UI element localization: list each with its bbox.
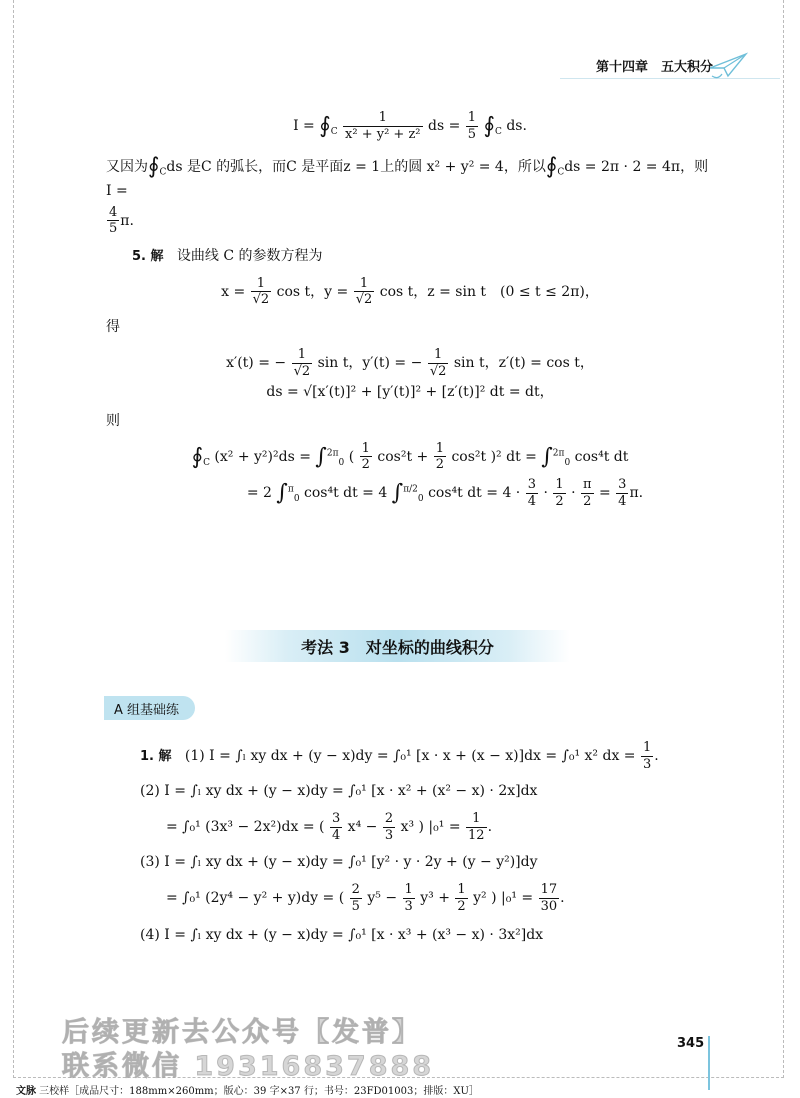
equation-line: (3) I = ∫ₗ xy dx + (y − x)dy = ∫₀¹ [y² · y · 2y + (y − y²)]dy bbox=[140, 854, 538, 871]
watermark-line-2: 联系微信 19316837888 bbox=[62, 1051, 435, 1082]
solution-body-2 bbox=[110, 736, 710, 949]
contour-integral-symbol: ∮ bbox=[191, 444, 204, 470]
equation-line: x′(t) = − $\frac{1}{√2}$ sin t，y′(t) = − $\frac{1}{√2}$ sin t，z′(t) = cos t， bbox=[226, 346, 594, 379]
eq-text: ds. bbox=[506, 118, 527, 135]
watermark-line-1: 后续更新去公众号【发普】 bbox=[62, 1017, 422, 1048]
fraction: $\frac{1}{√2}$ bbox=[355, 275, 373, 308]
integral-symbol: ∫ bbox=[391, 480, 404, 506]
fraction: $\frac{3}{4}$ bbox=[618, 477, 627, 509]
equation-line: $I = ∮_C$ $\frac{1}{\text{x² + y² + z²}}$ ds = $\frac{1}{5}$ $∮_C$ ds. bbox=[293, 110, 527, 142]
fraction: $\frac{1}{√2}$ bbox=[293, 346, 311, 379]
fraction: $\frac{3}{4}$ bbox=[331, 811, 341, 843]
equation-line: = 2 ∫$^\pi_0$ cos⁴t dt = 4 ∫$^{\pi/2}_0$ cos⁴t dt = 4 · $\frac{3}{4}$ · $\frac{1}{2}$ · $\frac{\pi}{2}$ = $\frac{3}{4}$ π. bbox=[246, 477, 644, 509]
contour-integral-symbol: ∮ bbox=[483, 113, 495, 139]
fraction: $\frac{1}{3}$ bbox=[404, 882, 413, 914]
fraction: $\frac{1}{√2}$ bbox=[252, 275, 270, 308]
eq-text: I = bbox=[293, 118, 315, 135]
page-border-left bbox=[13, 0, 14, 1078]
fraction: $\frac{3}{4}$ bbox=[527, 477, 536, 509]
fraction: $\frac{4}{5}$ bbox=[109, 204, 118, 237]
page-border-right bbox=[783, 0, 784, 1078]
imprint-brand: 文脉 bbox=[16, 1086, 36, 1097]
equation-line: x = $\frac{1}{√2}$ cos t，y = $\frac{1}{√2}$ cos t，z = sin t (0 ≤ t ≤ 2π)， bbox=[221, 275, 599, 308]
page-number: 345 bbox=[677, 1036, 705, 1051]
fraction: $\frac{1}{3}$ bbox=[642, 740, 652, 772]
fraction: $\frac{2}{5}$ bbox=[351, 882, 360, 914]
fraction: $\frac{1}{\text{x² + y² + z²}}$ bbox=[345, 110, 421, 142]
paragraph: 又因为$∮_Cds$ 是C 的弧长，而C 是平面z = 1上的圆 x² + y² = 4，所以$∮_Cds = 2\pi \cdot 2 = 4\pi$，则 I = $\frac{4}{5}$ π. bbox=[106, 154, 709, 237]
section-heading: 考法 3 对坐标的曲线积分 bbox=[225, 630, 570, 662]
fraction: $\frac{2}{3}$ bbox=[384, 811, 394, 843]
fraction: $\frac{1}{2}$ bbox=[457, 882, 466, 914]
question-label: 5. 解 bbox=[132, 248, 164, 264]
question-label: 1. 解 bbox=[140, 749, 172, 765]
paragraph: 得 bbox=[106, 319, 120, 336]
group-tag: A 组基础练 bbox=[104, 696, 195, 720]
fraction: $\frac{1}{2}$ bbox=[555, 477, 564, 509]
equation-line: = ∫₀¹ (3x³ − 2x²)dx = ( $\frac{3}{4}$ x⁴ − $\frac{2}{3}$ x³ ) |₀¹ = $\frac{1}{12}$ . bbox=[166, 811, 493, 843]
chapter-header: 第十四章 五大积分 bbox=[596, 60, 714, 75]
page-number-rule bbox=[708, 1036, 710, 1090]
equation-line: 1. 解 (1) I = ∫ₗ xy dx + (y − x)dy = ∫₀¹ [x · x + (x − x)]dx = ∫₀¹ x² dx = $\frac{1}{3}$ . bbox=[140, 740, 659, 772]
eq-text: ds = bbox=[427, 118, 461, 135]
contour-integral-symbol: ∮ bbox=[545, 154, 558, 180]
paper-plane-icon bbox=[708, 50, 748, 82]
contour-integral-symbol: ∮ bbox=[319, 113, 331, 139]
integral-symbol: ∫ bbox=[541, 444, 553, 470]
equation-line: $∮_C$ (x² + y²)²ds = ∫$^{2\pi}_0$ ( $\frac{1}{2}$ cos²t + $\frac{1}{2}$ cos²t )² dt = ∫$^{2\pi}_0$ cos⁴t dt bbox=[191, 440, 629, 473]
fraction: $\frac{\pi}{2}$ bbox=[582, 477, 592, 509]
fraction: $\frac{17}{30}$ bbox=[540, 882, 558, 914]
fraction: $\frac{1}{12}$ bbox=[468, 811, 485, 843]
equation-line: (2) I = ∫ₗ xy dx + (y − x)dy = ∫₀¹ [x · x² + (x² − x) · 2x]dx bbox=[140, 783, 538, 800]
equation-line: (4) I = ∫ₗ xy dx + (y − x)dy = ∫₀¹ [x · x³ + (x³ − x) · 3x²]dx bbox=[140, 927, 544, 944]
fraction: $\frac{1}{5}$ bbox=[467, 110, 477, 142]
equation-line: ds = √[x′(t)]² + [y′(t)]² + [z′(t)]² dt = dt， bbox=[266, 384, 554, 401]
equation-line: = ∫₀¹ (2y⁴ − y² + y)dy = ( $\frac{2}{5}$ y⁵ − $\frac{1}{3}$ y³ + $\frac{1}{2}$ y² ) |₀¹ = $\frac{17}{30}$ . bbox=[166, 882, 565, 914]
integral-symbol: ∫ bbox=[276, 480, 288, 506]
contour-integral-symbol: ∮ bbox=[148, 154, 160, 180]
imprint-line bbox=[16, 1082, 479, 1097]
fraction: $\frac{1}{√2}$ bbox=[429, 346, 447, 379]
paragraph: 则 bbox=[106, 413, 120, 429]
fraction: $\frac{1}{2}$ bbox=[435, 440, 444, 473]
solution-body bbox=[106, 110, 710, 513]
fraction: $\frac{1}{2}$ bbox=[361, 440, 370, 473]
imprint-text: 三校样［成品尺寸：188mm×260mm；版心：39 字×37 行；书号：23FD01003；排版：XU］ bbox=[36, 1086, 479, 1097]
integral-symbol: ∫ bbox=[315, 444, 327, 470]
question-5: 5. 解 设曲线 C 的参数方程为 bbox=[132, 247, 323, 264]
